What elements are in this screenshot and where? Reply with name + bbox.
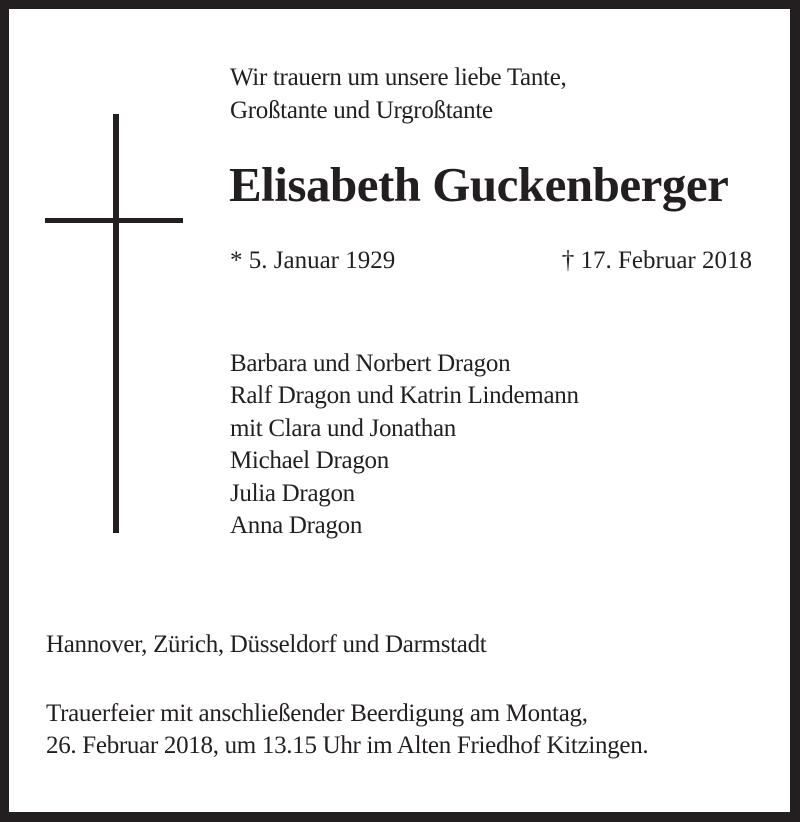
service-line: Trauerfeier mit anschließender Beerdigung am Montag, (46, 700, 588, 727)
birth-date: * 5. Januar 1929 (230, 247, 396, 274)
mourner: Michael Dragon (230, 447, 389, 475)
obituary-card (9, 9, 790, 812)
mourner: Julia Dragon (230, 479, 355, 507)
intro-line: Wir trauern um unsere liebe Tante, (230, 64, 567, 91)
cross-icon (113, 114, 119, 533)
cities-line: Hannover, Zürich, Düsseldorf und Darmstadt (46, 631, 487, 658)
mourner: Barbara und Norbert Dragon (230, 350, 511, 377)
service-info (46, 698, 648, 762)
mourners-list (230, 348, 579, 542)
service-line: 26. Februar 2018, um 13.15 Uhr im Alten Friedhof Kitzingen. (46, 732, 649, 759)
deceased-name: Elisabeth Guckenberger (229, 157, 729, 212)
mourner: Anna Dragon (230, 511, 363, 539)
death-date: † 17. Februar 2018 (561, 247, 752, 274)
intro-line: Großtante und Urgroßtante (230, 97, 493, 124)
intro-text (230, 61, 566, 127)
cross-icon-bar (45, 218, 183, 223)
mourner: Ralf Dragon und Katrin Lindemann (230, 382, 579, 410)
mourner: mit Clara und Jonathan (230, 414, 456, 442)
